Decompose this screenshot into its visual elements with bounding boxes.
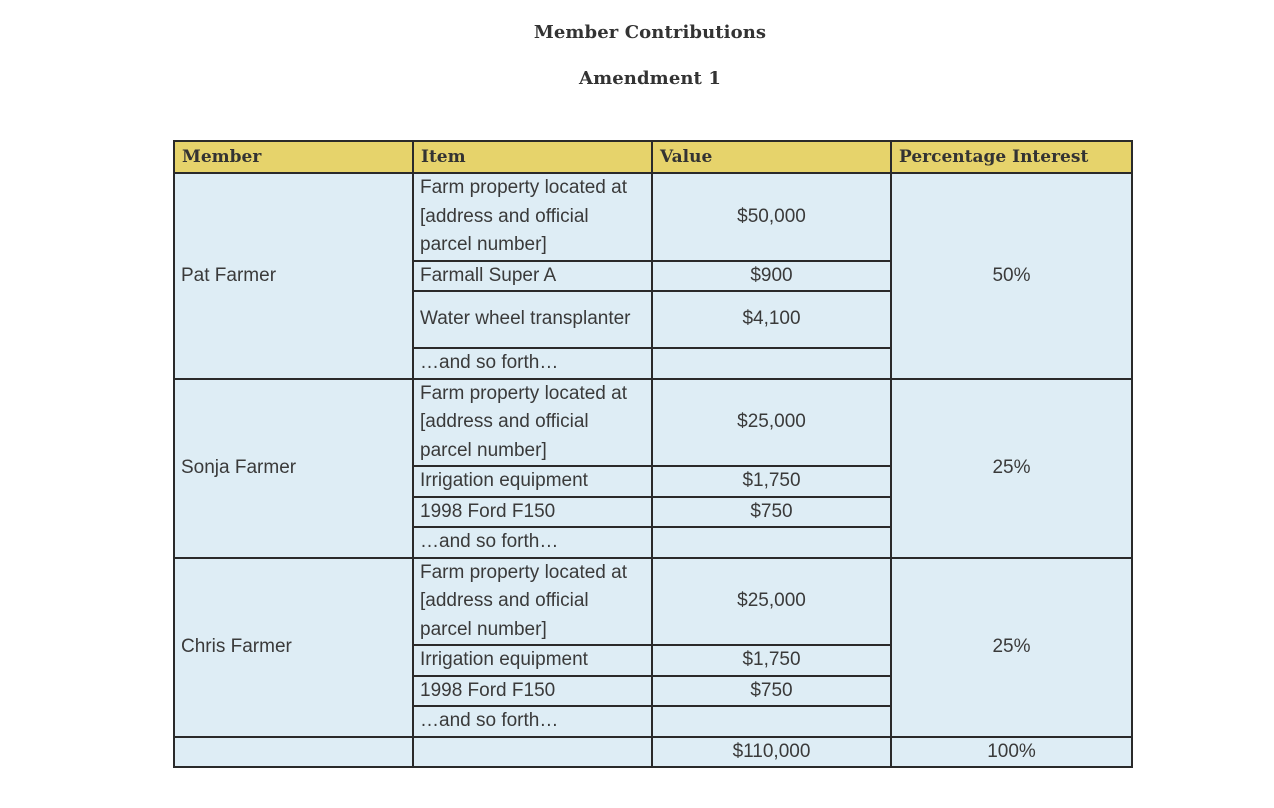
header-percentage-interest: Percentage Interest [891,141,1132,173]
header-item: Item [413,141,652,173]
value-cell: $50,000 [652,173,891,261]
item-cell: Irrigation equipment [413,645,652,676]
item-cell: Irrigation equipment [413,466,652,497]
value-cell: $25,000 [652,379,891,467]
member-name: Sonja Farmer [174,379,413,558]
item-cell: …and so forth… [413,527,652,558]
total-item-cell [413,737,652,768]
value-cell: $1,750 [652,466,891,497]
item-cell: Farm property located at [address and official parcel number] [413,558,652,646]
table-row [174,173,1132,261]
member-name: Chris Farmer [174,558,413,737]
table-row [174,558,1132,646]
percentage-interest: 50% [891,173,1132,379]
value-cell: $25,000 [652,558,891,646]
item-cell: …and so forth… [413,348,652,379]
item-cell: 1998 Ford F150 [413,676,652,707]
value-cell: $750 [652,497,891,528]
total-value: $110,000 [652,737,891,768]
header-row [174,141,1132,173]
document-subtitle: Amendment 1 [579,68,721,89]
table-row [174,379,1132,467]
value-cell: $4,100 [652,291,891,348]
member-contributions-table [173,140,1133,768]
item-cell: Farm property located at [address and official parcel number] [413,173,652,261]
document-title: Member Contributions [533,22,767,43]
header-member: Member [174,141,413,173]
value-cell: $1,750 [652,645,891,676]
member-name: Pat Farmer [174,173,413,379]
header-value: Value [652,141,891,173]
total-row [174,737,1132,768]
item-cell: …and so forth… [413,706,652,737]
item-cell: Farm property located at [address and official parcel number] [413,379,652,467]
value-cell [652,348,891,379]
total-member-cell [174,737,413,768]
item-cell: 1998 Ford F150 [413,497,652,528]
percentage-interest: 25% [891,379,1132,558]
item-cell: Farmall Super A [413,261,652,292]
value-cell [652,706,891,737]
total-percentage: 100% [891,737,1132,768]
percentage-interest: 25% [891,558,1132,737]
value-cell: $750 [652,676,891,707]
value-cell: $900 [652,261,891,292]
value-cell [652,527,891,558]
item-cell: Water wheel transplanter [413,291,652,348]
